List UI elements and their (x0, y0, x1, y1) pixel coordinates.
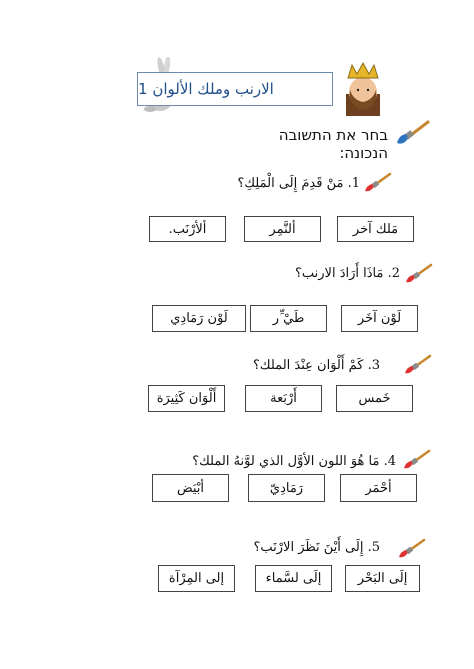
q5-answer-2[interactable] (255, 565, 332, 592)
answer-label: أحْمَر (365, 480, 392, 496)
q1-answer-2[interactable] (244, 216, 321, 242)
answer-label: خَمس (358, 391, 391, 406)
q5-answer-3[interactable] (158, 565, 235, 592)
question-1-text: 1. مَنْ قَدِمَ إِلَى الْمَلِكِ؟ (237, 176, 360, 191)
answer-label: إلَى لسَّماء (265, 571, 322, 586)
answer-label: ألأرْنَب. (168, 221, 207, 237)
q2-answer-2[interactable] (250, 305, 327, 332)
answer-label: مَلك آخر (352, 221, 399, 237)
q2-answer-1[interactable] (341, 305, 418, 332)
q3-answer-2[interactable] (245, 385, 322, 412)
q1-answer-1[interactable] (337, 216, 414, 242)
question-5-text: 5. إِلَى أَيْنَ نَظَرَ الارْنَب؟ (253, 540, 380, 555)
q4-answer-3[interactable] (152, 474, 229, 502)
answer-label: إلى المِرْآة (168, 571, 225, 586)
paintbrush-icon (364, 172, 392, 194)
answer-label: لَوْن رَمَادِي (170, 311, 228, 326)
king-image (338, 60, 388, 116)
q1-answer-3[interactable] (149, 216, 226, 242)
paintbrush-icon (404, 354, 432, 376)
question-3-text: 3. كَمْ أَلْوَان عِنْدَ الملك؟ (253, 358, 380, 373)
paintbrush-icon (405, 263, 433, 285)
answer-label: رَمَادِيّ (269, 480, 304, 496)
question-2-text: 2. مَاذَا أَرَادَ الارنب؟ (294, 266, 400, 281)
paintbrush-icon (395, 119, 431, 147)
answer-label: لَوْن آخَر (357, 311, 402, 326)
q4-answer-2[interactable] (248, 474, 325, 502)
answer-label: أَلْوَان كَثِيرَة (156, 391, 217, 406)
question-4-text: 4. مَا هُوَ اللون الأوَّل الذي لوَّنهُ الملك؟ (192, 454, 396, 469)
q2-answer-3[interactable] (152, 305, 246, 332)
answer-label: أَرْبَعة (270, 391, 297, 406)
answer-label: ألنَّمِر (269, 221, 296, 237)
answer-label: إلَى البَحْر (357, 571, 408, 586)
q5-answer-1[interactable] (345, 565, 420, 592)
instruction-text: בחר את התשובה הנכונה: (278, 126, 388, 162)
q3-answer-3[interactable] (148, 385, 225, 412)
title-box (137, 72, 333, 106)
paintbrush-icon (398, 538, 426, 560)
paintbrush-icon (403, 449, 431, 471)
q3-answer-1[interactable] (336, 385, 413, 412)
answer-label: أبْيَض (176, 480, 205, 496)
page-title: الارنب وملك الألوان 1 (138, 80, 274, 98)
answer-label: طَيْ ِّر (272, 311, 305, 326)
q4-answer-1[interactable] (340, 474, 417, 502)
